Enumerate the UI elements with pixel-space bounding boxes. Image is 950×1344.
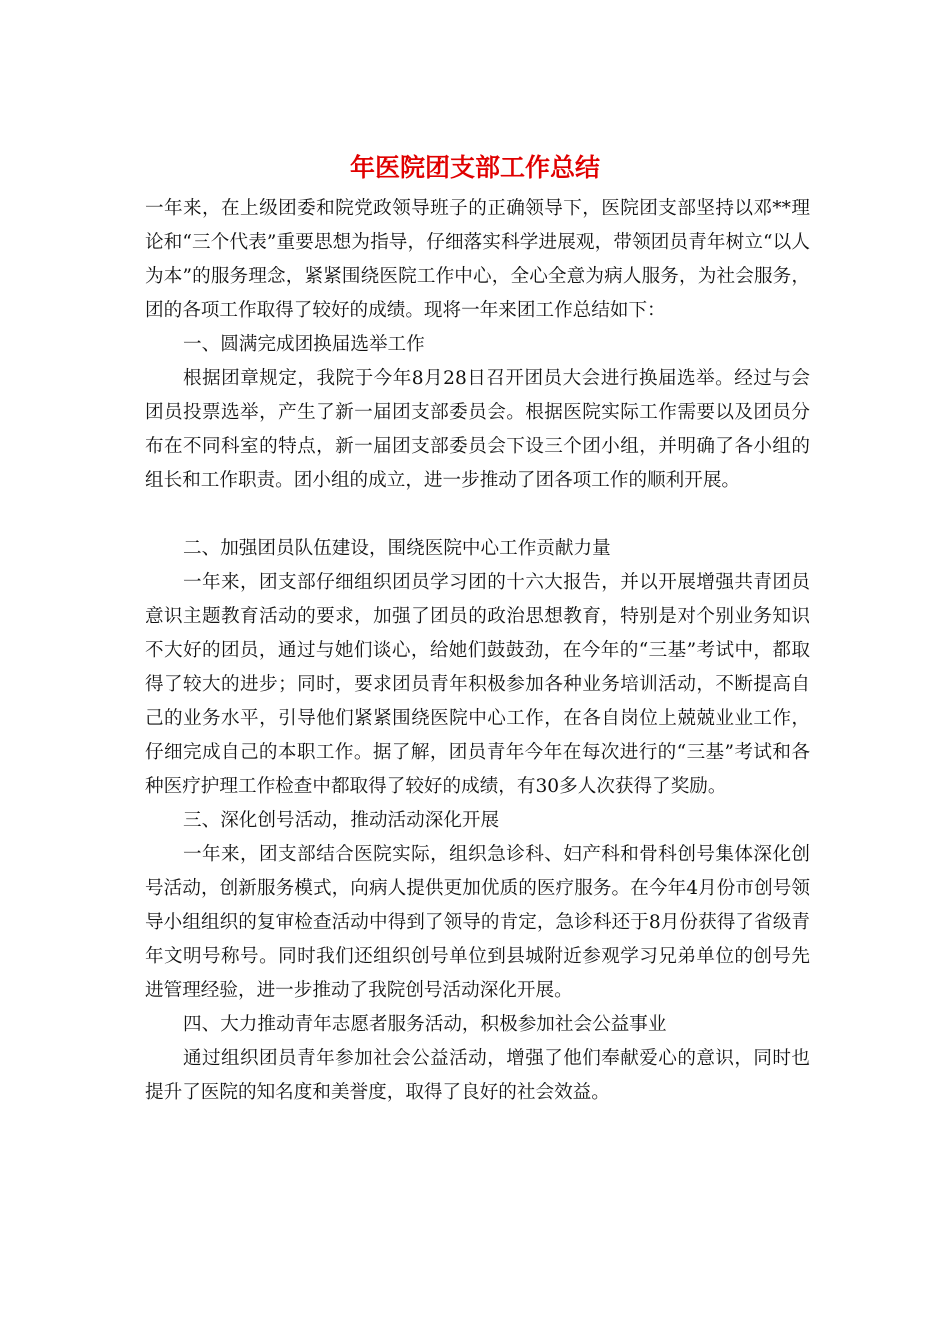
section-body-1: 根据团章规定，我院于今年8月28日召开团员大会进行换届选举。经过与会团员投票选举，产生了新一届团支部委员会。根据医院实际工作需要以及团员分布在不同科室的特点，新一届团支部委员会下设三个团小组，并明确了各小组的组长和工作职责。团小组的成立，进一步推动了团各项工作的顺利开展。: [145, 368, 810, 491]
section-heading-2: 二、加强团员队伍建设，围绕医院中心工作贡献力量: [183, 538, 611, 559]
section-body-2: 一年来，团支部仔细组织团员学习团的十六大报告，并以开展增强共青团员意识主题教育活动的要求，加强了团员的政治思想教育，特别是对个别业务知识不大好的团员，通过与她们谈心，给她们鼓鼓劲，在今年的“三基”考试中，都取得了较大的进步；同时，要求团员青年积极参加各种业务培训活动，不断提高自己的业务水平，引导他们紧紧围绕医院中心工作，在各自岗位上兢兢业业工作，仔细完成自己的本职工作。据了解，团员青年今年在每次进行的“三基”考试和各种医疗护理工作检查中都取得了较好的成绩，有30多人次获得了奖励。: [145, 572, 810, 797]
section-heading-1: 一、圆满完成团换届选举工作: [183, 334, 425, 355]
section-heading-3: 三、深化创号活动，推动活动深化开展: [183, 810, 500, 831]
blank-line: [145, 498, 810, 532]
page-title: 年医院团支部工作总结: [349, 153, 600, 182]
section-body-4: 通过组织团员青年参加社会公益活动，增强了他们奉献爱心的意识，同时也提升了医院的知名度和美誉度，取得了良好的社会效益。: [145, 1048, 810, 1103]
intro-paragraph: 一年来，在上级团委和院党政领导班子的正确领导下，医院团支部坚持以邓**理论和“三个代表”重要思想为指导，仔细落实科学进展观，带领团员青年树立“以人为本”的服务理念，紧紧围绕医院工作中心，全心全意为病人服务，为社会服务，团的各项工作取得了较好的成绩。现将一年来团工作总结如下：: [145, 198, 810, 321]
section-heading-4: 四、大力推动青年志愿者服务活动，积极参加社会公益事业: [183, 1014, 667, 1035]
section-body-3: 一年来，团支部结合医院实际，组织急诊科、妇产科和骨科创号集体深化创号活动，创新服务模式，向病人提供更加优质的医疗服务。在今年4月份市创号领导小组组织的复审检查活动中得到了领导的肯定，急诊科还于8月份获得了省级青年文明号称号。同时我们还组织创号单位到县城附近参观学习兄弟单位的创号先进管理经验，进一步推动了我院创号活动深化开展。: [145, 844, 810, 1001]
document-body: [145, 192, 810, 1110]
